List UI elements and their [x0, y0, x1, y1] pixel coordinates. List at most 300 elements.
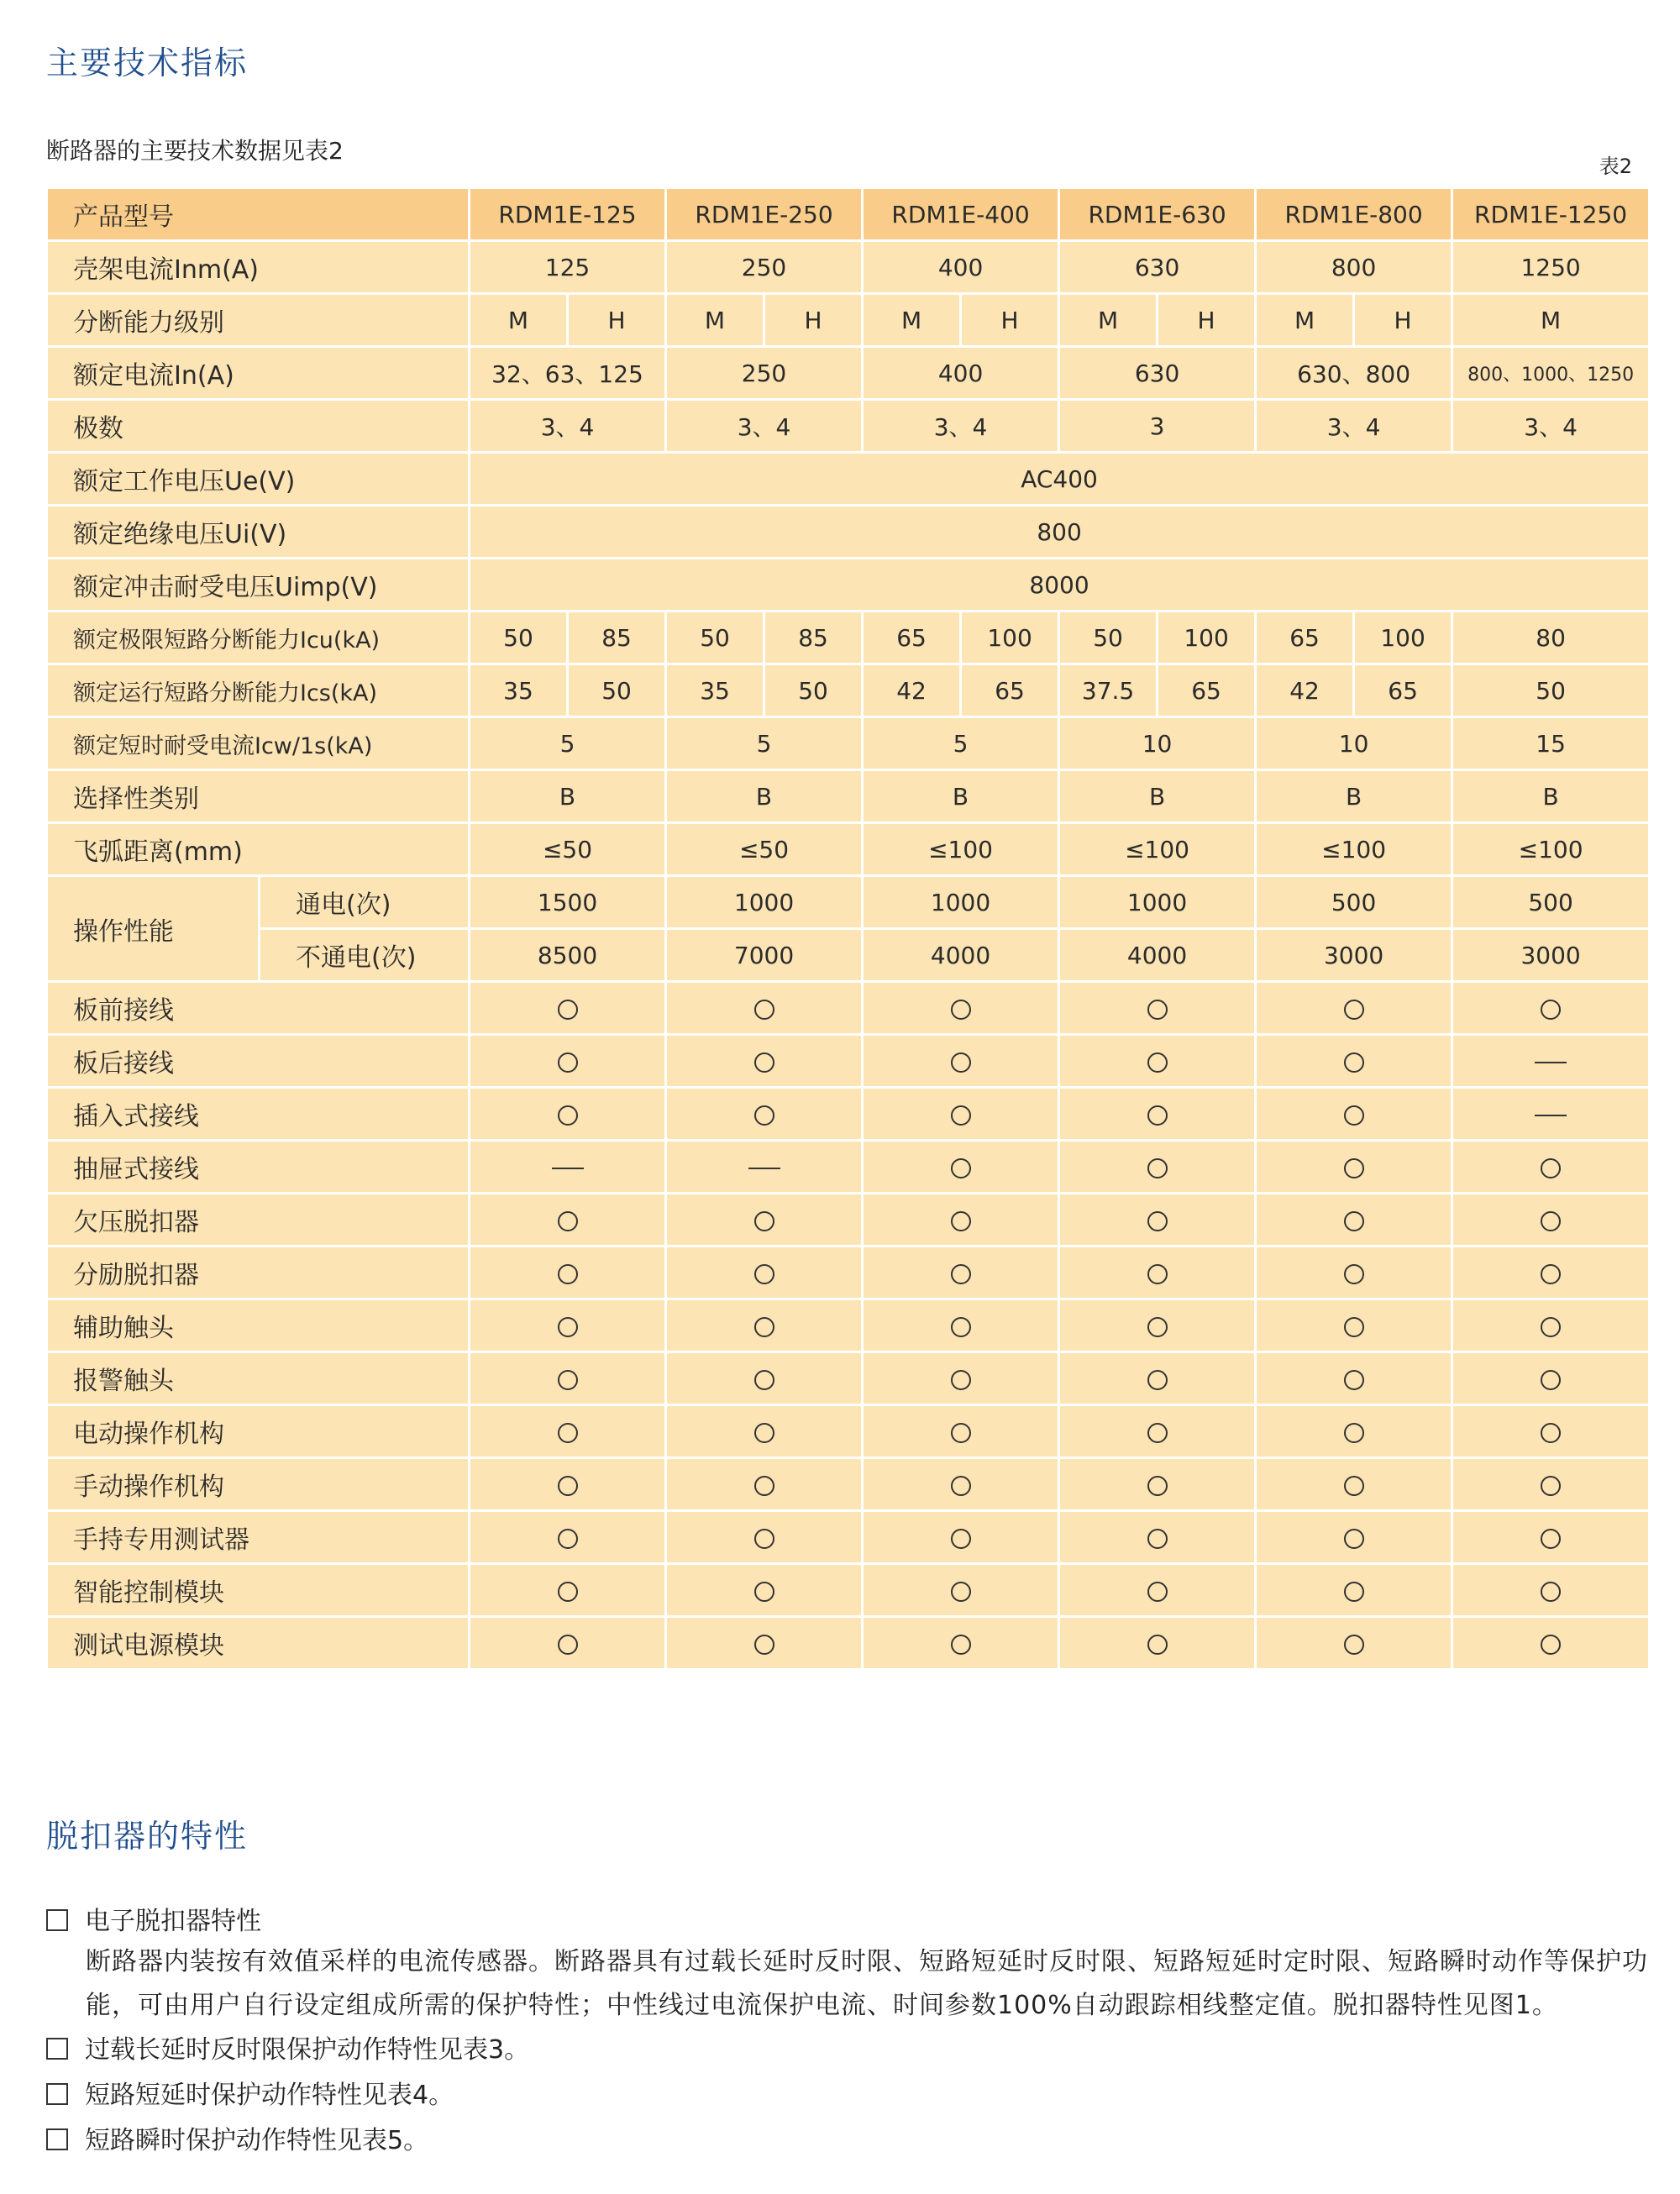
- table-cell: [1256, 1458, 1452, 1511]
- available-circle-icon: [1541, 1423, 1561, 1443]
- table-cell: [1452, 1564, 1650, 1617]
- table-cell: [863, 1458, 1059, 1511]
- table-row: [47, 188, 1650, 241]
- row-label: 板前接线: [47, 982, 470, 1035]
- table-cell: 400: [863, 347, 1059, 400]
- available-circle-icon: [951, 1105, 971, 1126]
- table-cell: [1059, 1511, 1256, 1564]
- table-cell: [1256, 1299, 1452, 1352]
- table-cell: [863, 1617, 1059, 1670]
- table-cell: [1452, 1405, 1650, 1458]
- table-cell: [863, 1352, 1059, 1405]
- table-cell: [863, 1247, 1059, 1299]
- table-cell: [1452, 982, 1650, 1035]
- row-label: 额定短时耐受电流Icw/1s(kA): [47, 717, 470, 770]
- table-cell: B: [1059, 770, 1256, 823]
- available-circle-icon: [1541, 1000, 1561, 1020]
- checkbox-square-icon: [46, 1909, 68, 1931]
- table-cell: [1452, 1035, 1650, 1088]
- table-row: [47, 876, 1650, 929]
- table-cell: [470, 1511, 666, 1564]
- row-label: 智能控制模块: [47, 1564, 470, 1617]
- table-cell: 500: [1256, 876, 1452, 929]
- available-circle-icon: [1147, 1529, 1168, 1549]
- row-label: 壳架电流Inm(A): [47, 241, 470, 294]
- table-cell: ≤100: [1452, 823, 1650, 876]
- table-cell: 630、800: [1256, 347, 1452, 400]
- table-row: [47, 241, 1650, 294]
- available-circle-icon: [1344, 1582, 1364, 1602]
- table-cell: 42: [1256, 664, 1354, 717]
- table-cell: H: [764, 294, 863, 347]
- available-circle-icon: [1541, 1158, 1561, 1178]
- table-cell: 32、63、125: [470, 347, 666, 400]
- available-circle-icon: [754, 1423, 774, 1443]
- available-circle-icon: [1147, 1158, 1168, 1178]
- table-cell: [863, 1035, 1059, 1088]
- table-cell: [666, 1405, 863, 1458]
- table-row: [47, 1458, 1650, 1511]
- table-row: [47, 1141, 1650, 1194]
- table-cell: 15: [1452, 717, 1650, 770]
- table-cell: [666, 1352, 863, 1405]
- table-cell: 3、4: [863, 400, 1059, 453]
- table-cell: 50: [666, 611, 764, 664]
- available-circle-icon: [558, 1211, 578, 1231]
- not-available-dash-icon: [1535, 1115, 1567, 1116]
- available-circle-icon: [1344, 1476, 1364, 1496]
- table-cell: [863, 1141, 1059, 1194]
- row-label: 额定绝缘电压Ui(V): [47, 506, 470, 559]
- available-circle-icon: [1147, 1052, 1168, 1073]
- table-cell: B: [470, 770, 666, 823]
- table-cell: [1256, 1194, 1452, 1247]
- table-cell: 37.5: [1059, 664, 1158, 717]
- table-row: [47, 929, 1650, 982]
- table-intro: 断路器的主要技术数据见表2: [46, 137, 344, 165]
- row-label: 分励脱扣器: [47, 1247, 470, 1299]
- row-label: 额定冲击耐受电压Uimp(V): [47, 559, 470, 611]
- table-cell: M: [1059, 294, 1158, 347]
- table-cell: [1256, 1088, 1452, 1141]
- table-row: [47, 823, 1650, 876]
- row-label: 插入式接线: [47, 1088, 470, 1141]
- available-circle-icon: [558, 1264, 578, 1284]
- table-cell: [666, 1564, 863, 1617]
- table-cell: 800、1000、1250: [1452, 347, 1650, 400]
- table-cell: 3000: [1256, 929, 1452, 982]
- feature-item-instant: [46, 2119, 428, 2156]
- model-cell: RDM1E-630: [1059, 188, 1256, 241]
- section-title-release: 脱扣器的特性: [46, 1818, 249, 1855]
- table-cell: [863, 1299, 1059, 1352]
- table-cell: [470, 1352, 666, 1405]
- table-row: [47, 1194, 1650, 1247]
- table-cell: 3、4: [470, 400, 666, 453]
- table-cell: [1452, 1088, 1650, 1141]
- feature-item-short-delay: [46, 2074, 454, 2111]
- table-cell: M: [1256, 294, 1354, 347]
- table-cell: [1452, 1247, 1650, 1299]
- table-cell: B: [863, 770, 1059, 823]
- table-cell: 50: [1059, 611, 1158, 664]
- available-circle-icon: [951, 1370, 971, 1390]
- table-cell: [1059, 1247, 1256, 1299]
- table-cell: [470, 982, 666, 1035]
- table-cell: 50: [568, 664, 666, 717]
- table-row: [47, 1405, 1650, 1458]
- table-cell: [863, 1194, 1059, 1247]
- table-cell: AC400: [470, 453, 1650, 506]
- table-cell: 3、4: [1256, 400, 1452, 453]
- available-circle-icon: [1541, 1529, 1561, 1549]
- row-label: 抽屉式接线: [47, 1141, 470, 1194]
- row-label: 飞弧距离(mm): [47, 823, 470, 876]
- table-cell: 630: [1059, 241, 1256, 294]
- feature-description: 断路器内装按有效值采样的电流传感器。断路器具有过载长延时反时限、短路短延时反时限、短路短延时定时限、短路瞬时动作等保护功能，可由用户自行设定组成所需的保护特性；中性线过电流保护电流、时间参数100%自动跟踪相线整定值。脱扣器特性见图1。: [86, 1947, 1648, 2020]
- table-row: [47, 506, 1650, 559]
- table-cell: 4000: [1059, 929, 1256, 982]
- table-cell: [1256, 1511, 1452, 1564]
- available-circle-icon: [951, 1476, 971, 1496]
- table-cell: [666, 982, 863, 1035]
- table-cell: 5: [666, 717, 863, 770]
- table-cell: 42: [863, 664, 961, 717]
- row-label: 额定极限短路分断能力Icu(kA): [47, 611, 470, 664]
- table-cell: 65: [1158, 664, 1256, 717]
- table-cell: 10: [1256, 717, 1452, 770]
- table-cell: M: [666, 294, 764, 347]
- table-row: [47, 611, 1650, 664]
- table-cell: [1452, 1141, 1650, 1194]
- table-cell: 65: [961, 664, 1059, 717]
- available-circle-icon: [754, 1370, 774, 1390]
- available-circle-icon: [1344, 1264, 1364, 1284]
- table-row: [47, 1299, 1650, 1352]
- table-cell: 3、4: [1452, 400, 1650, 453]
- available-circle-icon: [1541, 1211, 1561, 1231]
- model-cell: RDM1E-800: [1256, 188, 1452, 241]
- table-cell: [863, 1564, 1059, 1617]
- available-circle-icon: [754, 1582, 774, 1602]
- available-circle-icon: [1147, 1317, 1168, 1337]
- available-circle-icon: [754, 1317, 774, 1337]
- row-label: 欠压脱扣器: [47, 1194, 470, 1247]
- available-circle-icon: [558, 1582, 578, 1602]
- table-cell: [1256, 1617, 1452, 1670]
- table-row: [47, 400, 1650, 453]
- table-cell: [666, 1511, 863, 1564]
- table-cell: H: [1158, 294, 1256, 347]
- checkbox-square-icon: [46, 2128, 68, 2150]
- available-circle-icon: [1541, 1476, 1561, 1496]
- available-circle-icon: [558, 1052, 578, 1073]
- table-cell: B: [666, 770, 863, 823]
- table-cell: 400: [863, 241, 1059, 294]
- table-row: [47, 1088, 1650, 1141]
- table-row: [47, 770, 1650, 823]
- not-available-dash-icon: [748, 1168, 780, 1169]
- table-cell: ≤100: [863, 823, 1059, 876]
- available-circle-icon: [1541, 1264, 1561, 1284]
- available-circle-icon: [951, 1582, 971, 1602]
- table-cell: 8500: [470, 929, 666, 982]
- available-circle-icon: [1147, 1264, 1168, 1284]
- table-cell: 85: [764, 611, 863, 664]
- available-circle-icon: [1344, 1423, 1364, 1443]
- available-circle-icon: [558, 1000, 578, 1020]
- available-circle-icon: [951, 1423, 971, 1443]
- available-circle-icon: [1541, 1370, 1561, 1390]
- section-title-specs: 主要技术指标: [46, 45, 249, 81]
- available-circle-icon: [1147, 1423, 1168, 1443]
- table-row: [47, 1352, 1650, 1405]
- table-cell: [666, 1458, 863, 1511]
- available-circle-icon: [558, 1423, 578, 1443]
- available-circle-icon: [754, 1105, 774, 1126]
- table-row: [47, 664, 1650, 717]
- table-cell: [470, 1458, 666, 1511]
- table-cell: [470, 1035, 666, 1088]
- table-cell: [1059, 1194, 1256, 1247]
- table-cell: 8000: [470, 559, 1650, 611]
- model-cell: RDM1E-250: [666, 188, 863, 241]
- spec-table: [45, 186, 1651, 1671]
- table-cell: [863, 1088, 1059, 1141]
- available-circle-icon: [558, 1105, 578, 1126]
- table-cell: [470, 1299, 666, 1352]
- table-cell: 630: [1059, 347, 1256, 400]
- table-cell: 1500: [470, 876, 666, 929]
- model-cell: RDM1E-1250: [1452, 188, 1650, 241]
- available-circle-icon: [754, 1635, 774, 1655]
- available-circle-icon: [558, 1476, 578, 1496]
- table-cell: 65: [1256, 611, 1354, 664]
- available-circle-icon: [558, 1529, 578, 1549]
- feature-text: 短路短延时保护动作特性见表4。: [85, 2081, 454, 2110]
- table-cell: [1059, 1458, 1256, 1511]
- table-row: [47, 1564, 1650, 1617]
- table-cell: 500: [1452, 876, 1650, 929]
- table-cell: M: [470, 294, 568, 347]
- available-circle-icon: [951, 1635, 971, 1655]
- table-cell: [1452, 1458, 1650, 1511]
- available-circle-icon: [754, 1529, 774, 1549]
- table-cell: [1059, 1617, 1256, 1670]
- row-label: 选择性类别: [47, 770, 470, 823]
- table-cell: B: [1452, 770, 1650, 823]
- available-circle-icon: [754, 1476, 774, 1496]
- feature-title: 电子脱扣器特性: [85, 1907, 261, 1936]
- row-label: 报警触头: [47, 1352, 470, 1405]
- table-row: [47, 1511, 1650, 1564]
- table-cell: ≤50: [470, 823, 666, 876]
- row-label: 手持专用测试器: [47, 1511, 470, 1564]
- available-circle-icon: [1344, 1635, 1364, 1655]
- available-circle-icon: [1541, 1582, 1561, 1602]
- table-cell: 50: [470, 611, 568, 664]
- table-row: [47, 559, 1650, 611]
- table-cell: [1452, 1617, 1650, 1670]
- table-cell: 250: [666, 347, 863, 400]
- table-cell: [1256, 1035, 1452, 1088]
- table-cell: [666, 1194, 863, 1247]
- available-circle-icon: [754, 1211, 774, 1231]
- available-circle-icon: [558, 1635, 578, 1655]
- table-row: [47, 1247, 1650, 1299]
- table-cell: 5: [863, 717, 1059, 770]
- header-label: 产品型号: [47, 188, 470, 241]
- available-circle-icon: [754, 1000, 774, 1020]
- available-circle-icon: [951, 1317, 971, 1337]
- available-circle-icon: [951, 1211, 971, 1231]
- available-circle-icon: [1344, 1529, 1364, 1549]
- table-cell: [1452, 1352, 1650, 1405]
- row-sublabel: 通电(次): [260, 876, 470, 929]
- table-cell: [1059, 1088, 1256, 1141]
- available-circle-icon: [1147, 1370, 1168, 1390]
- table-cell: 250: [666, 241, 863, 294]
- available-circle-icon: [951, 1000, 971, 1020]
- table-cell: [1256, 1352, 1452, 1405]
- table-cell: 80: [1452, 611, 1650, 664]
- table-cell: [666, 1088, 863, 1141]
- table-cell: [666, 1299, 863, 1352]
- table-cell: M: [1452, 294, 1650, 347]
- table-cell: 7000: [666, 929, 863, 982]
- table-cell: [666, 1035, 863, 1088]
- table-row: [47, 1035, 1650, 1088]
- available-circle-icon: [1541, 1317, 1561, 1337]
- table-cell: [1256, 982, 1452, 1035]
- table-cell: [1256, 1405, 1452, 1458]
- available-circle-icon: [1344, 1211, 1364, 1231]
- model-cell: RDM1E-400: [863, 188, 1059, 241]
- table-cell: [1059, 982, 1256, 1035]
- table-cell: [863, 982, 1059, 1035]
- table-cell: [1256, 1564, 1452, 1617]
- available-circle-icon: [1147, 1476, 1168, 1496]
- available-circle-icon: [754, 1264, 774, 1284]
- table-cell: 3: [1059, 400, 1256, 453]
- table-cell: 65: [1354, 664, 1452, 717]
- table-cell: 100: [1158, 611, 1256, 664]
- table-cell: 35: [666, 664, 764, 717]
- available-circle-icon: [754, 1052, 774, 1073]
- table-cell: 10: [1059, 717, 1256, 770]
- table-cell: ≤50: [666, 823, 863, 876]
- available-circle-icon: [1344, 1370, 1364, 1390]
- available-circle-icon: [558, 1317, 578, 1337]
- available-circle-icon: [951, 1158, 971, 1178]
- table-cell: 100: [961, 611, 1059, 664]
- table-cell: [863, 1511, 1059, 1564]
- table-cell: [1452, 1299, 1650, 1352]
- available-circle-icon: [951, 1052, 971, 1073]
- table-cell: [666, 1141, 863, 1194]
- available-circle-icon: [1344, 1000, 1364, 1020]
- table-cell: [863, 1405, 1059, 1458]
- table-cell: [470, 1088, 666, 1141]
- table-cell: [1059, 1405, 1256, 1458]
- table-cell: ≤100: [1059, 823, 1256, 876]
- table-cell: [1256, 1247, 1452, 1299]
- feature-item-overload: [46, 2029, 529, 2065]
- table-row: [47, 717, 1650, 770]
- available-circle-icon: [1147, 1105, 1168, 1126]
- table-cell: 1250: [1452, 241, 1650, 294]
- table-row: [47, 347, 1650, 400]
- available-circle-icon: [1147, 1000, 1168, 1020]
- available-circle-icon: [1147, 1582, 1168, 1602]
- table-cell: [1059, 1352, 1256, 1405]
- table-cell: [1059, 1141, 1256, 1194]
- model-cell: RDM1E-125: [470, 188, 666, 241]
- row-label: 额定运行短路分断能力Ics(kA): [47, 664, 470, 717]
- available-circle-icon: [1344, 1105, 1364, 1126]
- row-label: 额定电流In(A): [47, 347, 470, 400]
- table-cell: [666, 1617, 863, 1670]
- table-cell: H: [961, 294, 1059, 347]
- table-cell: [470, 1247, 666, 1299]
- table-cell: 35: [470, 664, 568, 717]
- table-cell: ≤100: [1256, 823, 1452, 876]
- available-circle-icon: [1147, 1635, 1168, 1655]
- table-row: [47, 453, 1650, 506]
- table-cell: 100: [1354, 611, 1452, 664]
- available-circle-icon: [1344, 1317, 1364, 1337]
- table-cell: 3000: [1452, 929, 1650, 982]
- available-circle-icon: [1344, 1158, 1364, 1178]
- table-cell: 3、4: [666, 400, 863, 453]
- table-row: [47, 294, 1650, 347]
- table-cell: [1059, 1564, 1256, 1617]
- table-cell: [470, 1194, 666, 1247]
- available-circle-icon: [951, 1264, 971, 1284]
- available-circle-icon: [1147, 1211, 1168, 1231]
- table-row: [47, 1617, 1650, 1670]
- table-cell: [1256, 1141, 1452, 1194]
- table-cell: [470, 1617, 666, 1670]
- checkbox-square-icon: [46, 2038, 68, 2060]
- table-cell: 5: [470, 717, 666, 770]
- row-label: 板后接线: [47, 1035, 470, 1088]
- not-available-dash-icon: [1535, 1062, 1567, 1063]
- table-cell: 125: [470, 241, 666, 294]
- table-cell: M: [863, 294, 961, 347]
- table-cell: 65: [863, 611, 961, 664]
- table-cell: [1452, 1194, 1650, 1247]
- row-label: 辅助触头: [47, 1299, 470, 1352]
- table-cell: H: [568, 294, 666, 347]
- checkbox-square-icon: [46, 2083, 68, 2105]
- feature-text: 短路瞬时保护动作特性见表5。: [85, 2126, 429, 2155]
- table-cell: [470, 1405, 666, 1458]
- available-circle-icon: [1344, 1052, 1364, 1073]
- available-circle-icon: [558, 1370, 578, 1390]
- table-cell: 1000: [863, 876, 1059, 929]
- table-cell: 85: [568, 611, 666, 664]
- row-label: 分断能力级别: [47, 294, 470, 347]
- table-cell: 4000: [863, 929, 1059, 982]
- table-cell: H: [1354, 294, 1452, 347]
- row-label: 额定工作电压Ue(V): [47, 453, 470, 506]
- table-cell: [1059, 1035, 1256, 1088]
- table-cell: 1000: [666, 876, 863, 929]
- table-cell: 1000: [1059, 876, 1256, 929]
- row-label: 测试电源模块: [47, 1617, 470, 1670]
- available-circle-icon: [951, 1529, 971, 1549]
